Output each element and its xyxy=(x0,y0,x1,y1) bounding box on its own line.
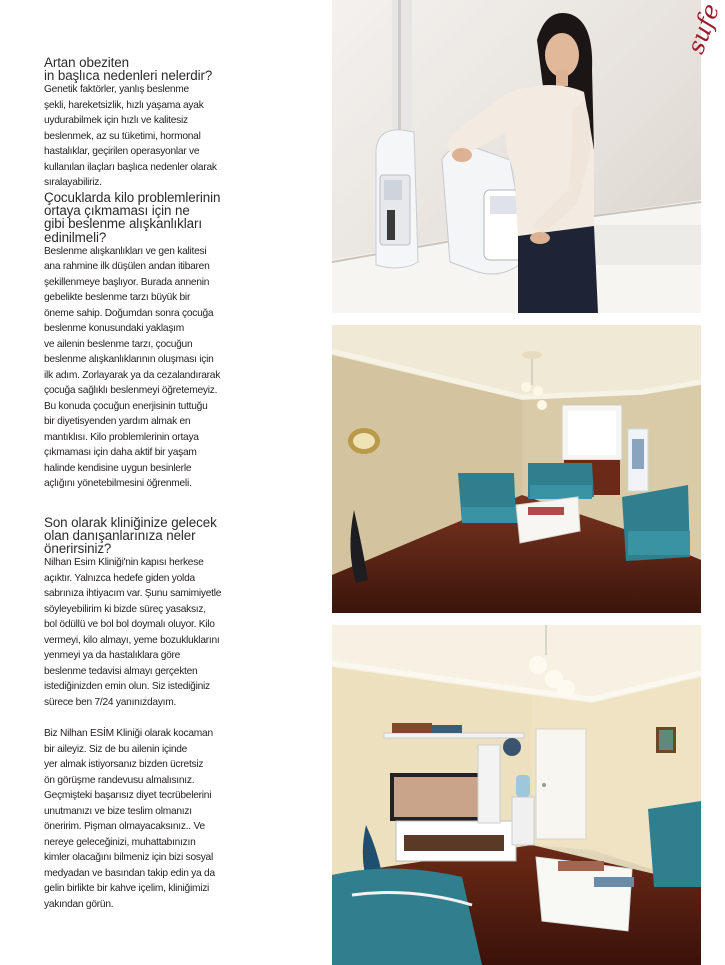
answer-paragraph-1: Genetik faktörler, yanlış beslenme şekli, hareketsizlik, hızlı yaşama ayak uydurabilmek için hızlı ve kalitesiz beslenmek, az su tüketimi, hormonal hastalıklar, geçirilen operasyonlar ve kullanılan ilaçları başlıca nedenler olarak sıralayabiliriz. xyxy=(44,84,217,189)
answer-paragraph-3: Nilhan Esim Kliniği'nin kapısı herkese açıktır. Yalnızca hedefe giden yolda sabrınıza ihtiyacım var. Şunu samimiyetle söyleyebilirim ki bizde süreç yasaksız, bol ödüllü ve bol bol doymalı oluyor. Kilo vermeyi, kilo almayı, yeme bozukluklarını yenmeyi ya da hastalıklara göre beslenme tedavisi almayı gerçekten istediğinizden emin olun. Siz istediğiniz sürece ben 7/24 yanınızdayım. xyxy=(44,557,222,708)
clinic-lounge-photo xyxy=(332,625,701,965)
clinic-waiting-room-photo xyxy=(332,325,701,613)
question-heading-2: Çocuklarda kilo problemlerinin ortaya çıkmaması için ne gibi beslenme alışkanlıkları edinilmeli? xyxy=(44,189,221,245)
article-text-column xyxy=(44,56,304,912)
question-heading-1: Artan obeziten in başlıca nedenleri nelerdir? xyxy=(44,55,213,84)
section-spacer xyxy=(44,492,304,516)
waiting-room-illustration xyxy=(332,325,701,613)
answer-paragraph-2: Beslenme alışkanlıkları ve gen kalitesi ana rahmine ilk düşülen andan itibaren şekillenmeye başlıyor. Burada annenin gebelikte beslenme tarzı büyük bir öneme sahip. Doğumdan sonra çocuğa beslenme konusundaki yaklaşım ve ailenin beslenme tarzı, çocuğun beslenme alışkanlıklarının oluşması için ilk adım. Zorlayarak ya da cezalandırarak çocuğa sağlıklı beslenmeyi öğretemeyiz. Bu konuda çocuğun enerjisinin tuttuğu bir diyetisyenden yardım almak en mantıklısı. Kilo problemlerinin ortaya çıkmaması için daha aktif bir yaşam halinde kendisine uygun besinlerle açlığını yönetebilmesini öğrenmeli. xyxy=(44,245,221,490)
question-heading-3: Son olarak kliniğinize gelecek olan danışanlarınıza neler önerirsiniz? xyxy=(44,514,217,557)
answer-paragraph-4: Biz Nilhan ESİM Kliniği olarak kocaman bir aileyiz. Siz de bu ailenin içinde yer almak istiyorsanız bizden ücretsiz ön görüşme randevusu almalısınız. Geçmişteki başarısız diyet tecrübelerini unutmanızı ve bize teslim olmanızı öneririm. Pişman olmayacaksınız.. Ve nereye geleceğinizi, muhattabınızın kimler olacağını bilmeniz için bizi sosyal medyadan ve basından takip edin ya da gelin birlikte bir kahve içelim, kliniğimizi yakından görün. xyxy=(44,728,215,910)
dietitian-portrait-photo xyxy=(332,0,725,313)
paragraph-spacer xyxy=(44,710,304,726)
dietitian-portrait-illustration xyxy=(332,0,701,313)
signature-watermark: sufe xyxy=(681,0,725,58)
lounge-illustration xyxy=(332,625,701,965)
